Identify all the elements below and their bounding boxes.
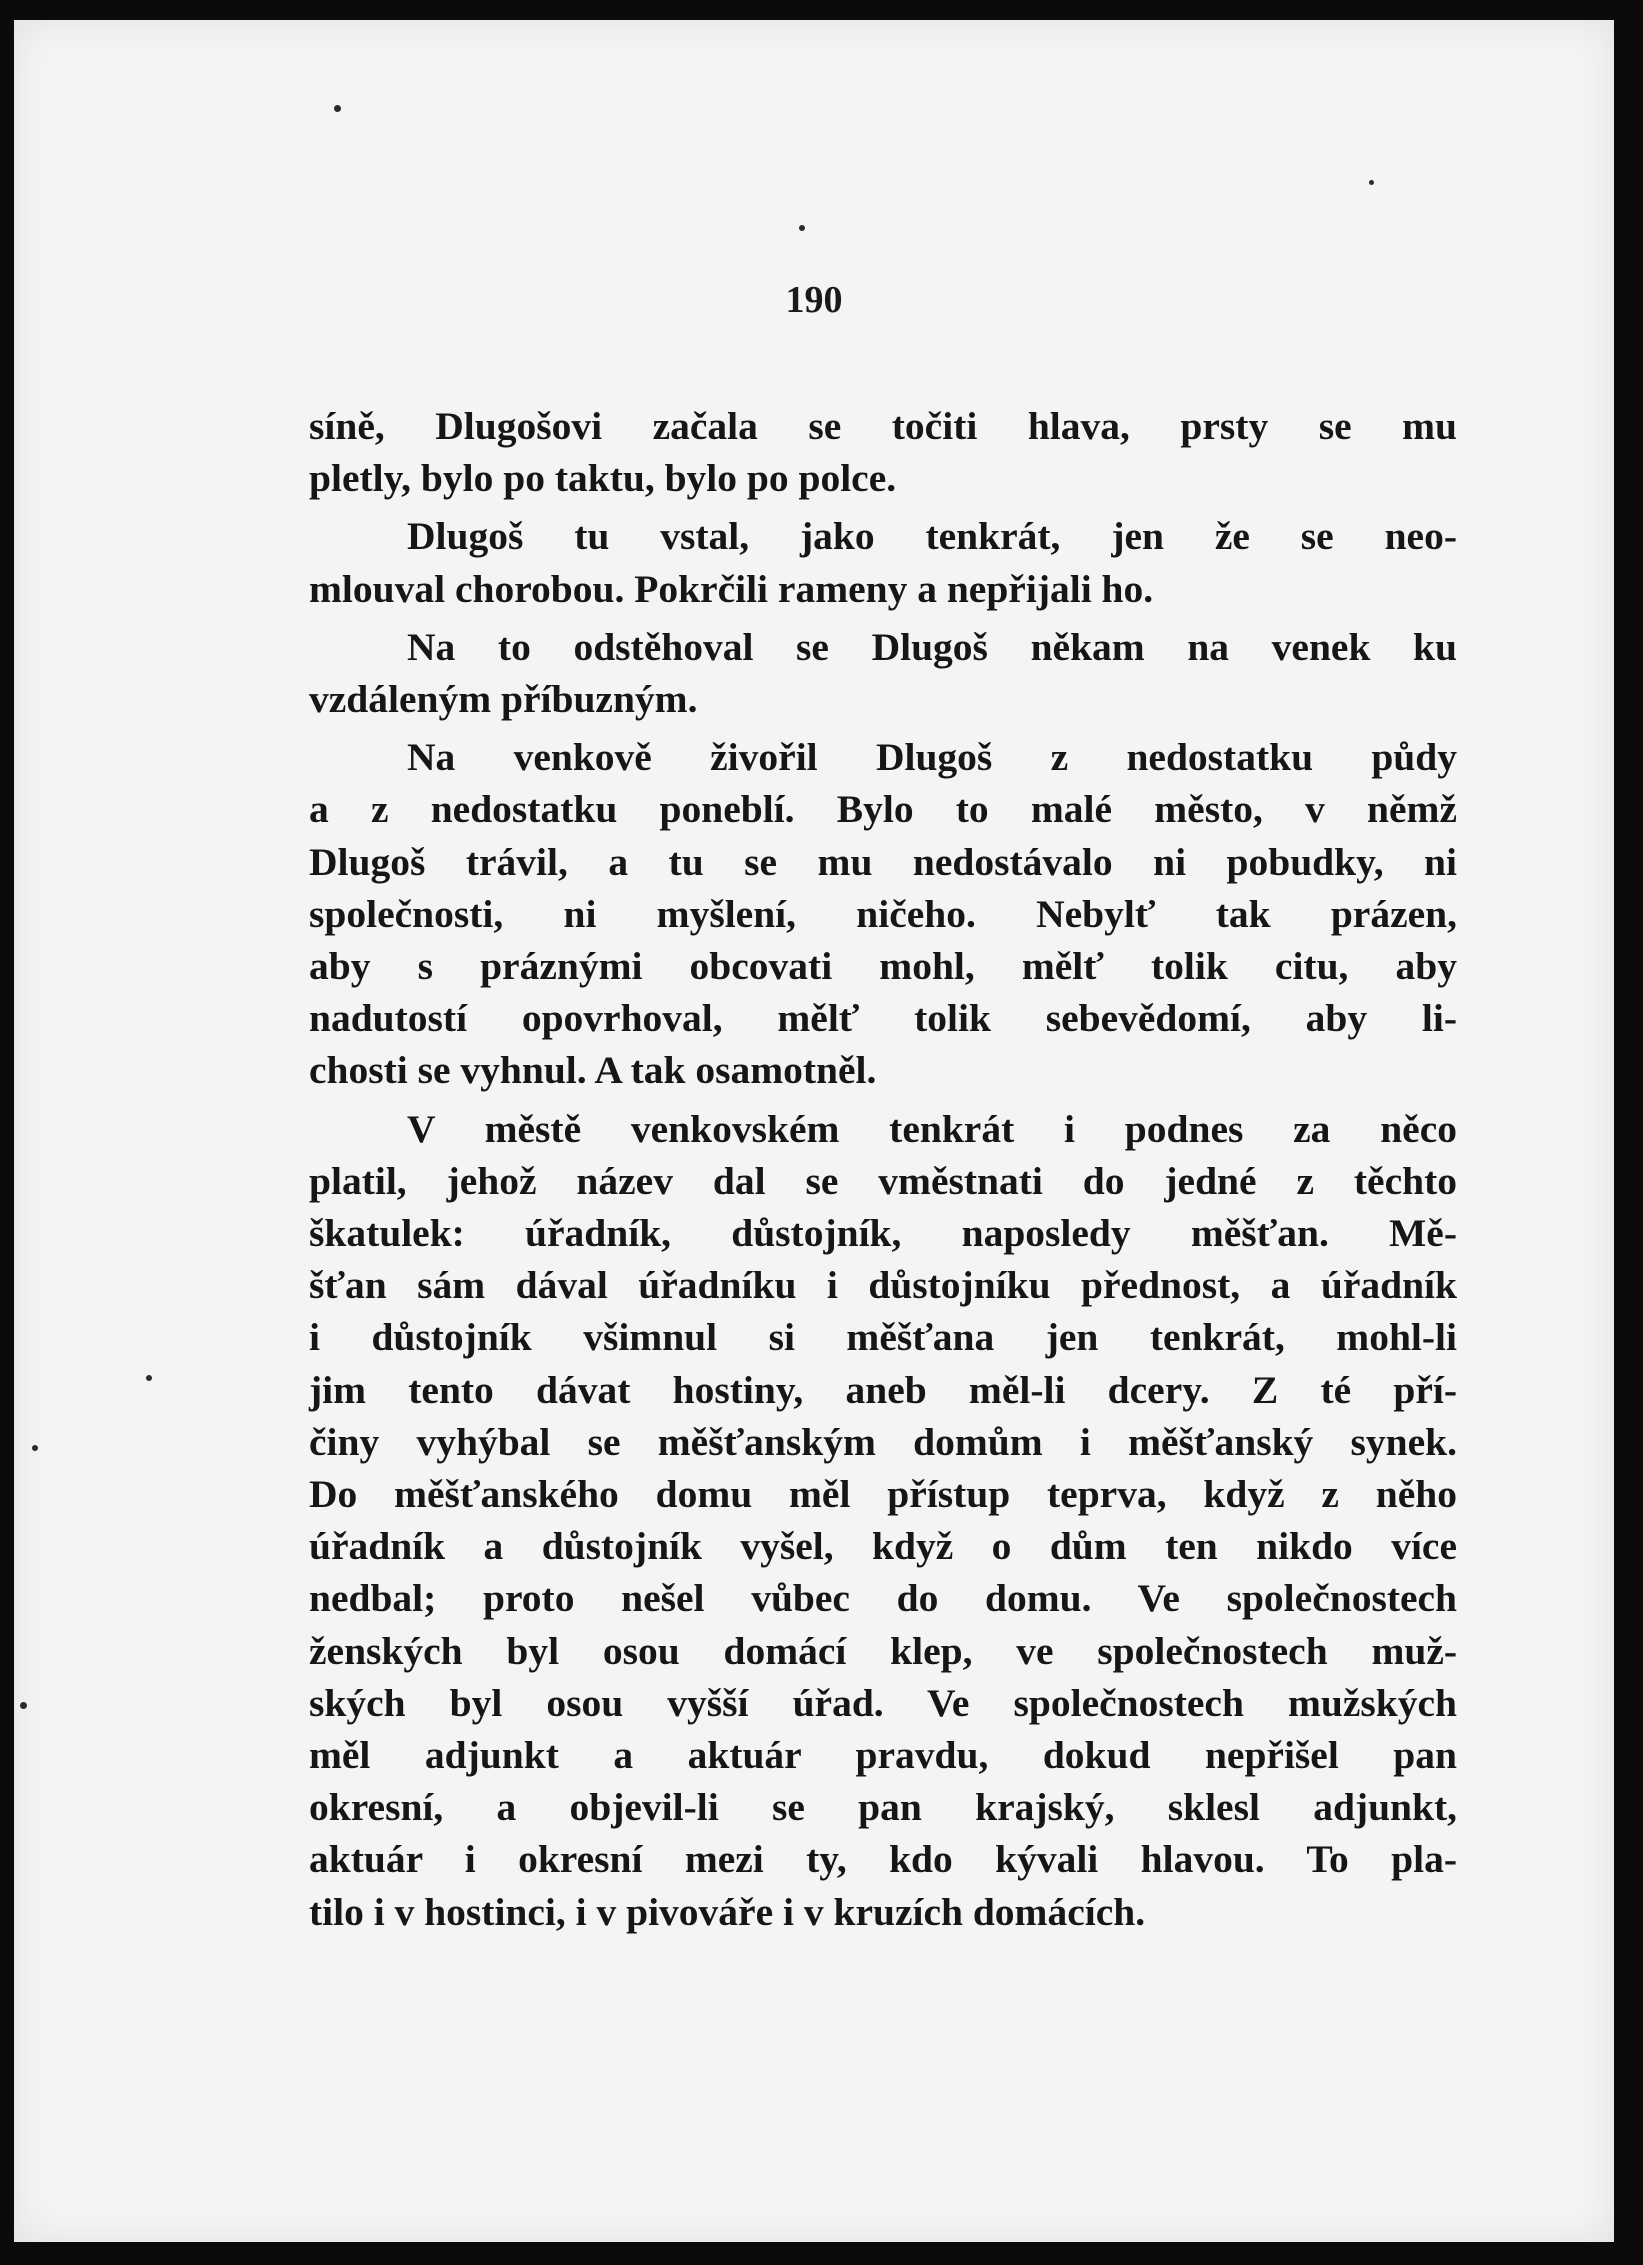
text-line: Na to odstěhoval se Dlugoš někam na venek ku [407,624,1457,669]
print-speck [1369,180,1374,185]
text-line: činy vyhýbal se měšťanským domům i měšťanský synek. [309,1419,1457,1464]
text-line: šťan sám dával úřadníku i důstojníku přednost, a úřadník [309,1263,1457,1308]
text-line: i důstojník všimnul si měšťana jen tenkrát, mohl-li [309,1315,1457,1360]
text-line: V městě venkovském tenkrát i podnes za něco [407,1106,1457,1151]
text-line: síně, Dlugošovi začala se točiti hlava, prsty se mu [309,404,1457,448]
text-line: jim tento dávat hostiny, aneb měl-li dcery. Z té pří- [309,1367,1457,1412]
text-line: platil, jehož název dal se vměstnati do jedné z těchto [309,1158,1457,1203]
text-line: pletly, bylo po taktu, bylo po polce. [309,456,897,501]
text-line: tilo i v hostinci, i v pivováře i v kruzích domácích. [309,1889,1146,1934]
print-speck [799,225,805,231]
text-line: mlouval chorobou. Pokrčili rameny a nepřijali ho. [309,566,1154,611]
text-line: Na venkově živořil Dlugoš z nedostatku půdy [407,735,1457,780]
text-line: okresní, a objevil-li se pan krajský, sklesl adjunkt, [309,1785,1457,1830]
text-line: nedbal; proto nešel vůbec do domu. Ve společnostech [309,1576,1457,1621]
text-line: ženských byl osou domácí klep, ve společnostech muž- [309,1628,1457,1673]
text-line: aby s práznými obcovati mohl, mělť tolik citu, aby [309,944,1457,989]
print-speck [334,105,341,112]
text-line: vzdáleným příbuzným. [309,677,698,722]
text-line: společnosti, ni myšlení, ničeho. Nebylť tak prázen, [309,891,1457,936]
print-speck [32,1445,38,1451]
page-number: 190 [785,279,843,321]
text-line: škatulek: úřadník, důstojník, naposledy měšťan. Mě- [309,1211,1457,1256]
text-line: Dlugoš trávil, a tu se mu nedostávalo ni pobudky, ni [309,839,1457,884]
print-speck [20,1702,27,1709]
print-speck [146,1375,152,1381]
page-body-text [309,400,1457,1938]
text-line: a z nedostatku poneblí. Bylo to malé město, v němž [309,787,1457,832]
text-line: ských byl osou vyšší úřad. Ve společnostech mužských [309,1680,1457,1725]
text-line: Do měšťanského domu měl přístup teprva, když z něho [309,1472,1457,1517]
book-page [14,20,1614,2242]
text-line: Dlugoš tu vstal, jako tenkrát, jen že se neo- [407,514,1457,559]
text-line: chosti se vyhnul. A tak osamotněl. [309,1048,877,1093]
text-line: úřadník a důstojník vyšel, když o dům ten nikdo více [309,1524,1457,1569]
text-line: měl adjunkt a aktuár pravdu, dokud nepřišel pan [309,1733,1457,1778]
text-line: aktuár i okresní mezi ty, kdo kývali hlavou. To pla- [309,1837,1457,1882]
text-line: nadutostí opovrhoval, mělť tolik sebevědomí, aby li- [309,996,1457,1041]
